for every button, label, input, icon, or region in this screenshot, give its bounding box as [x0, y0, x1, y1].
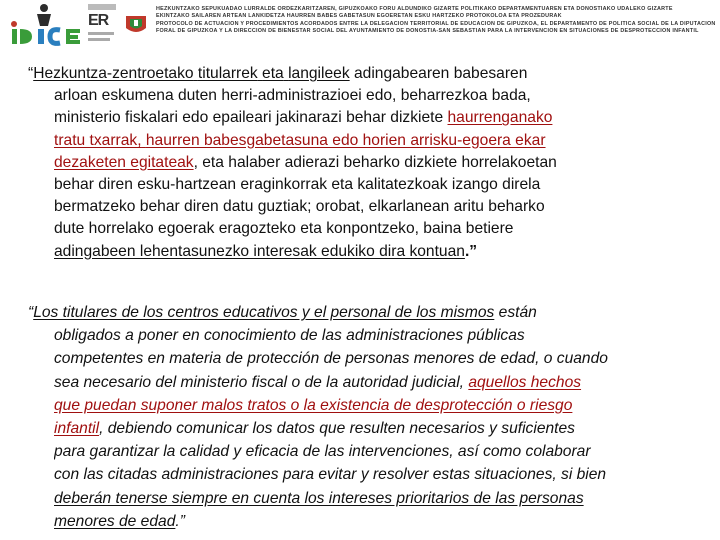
underlined-text: menores de edad — [54, 512, 176, 530]
quote-spanish — [28, 301, 688, 533]
quote-line — [54, 130, 688, 152]
quote-line: ministerio fiskalari edo epaileari jakinarazi behar dizkiete haurrenganako — [54, 109, 553, 127]
quote-line: para garantizar la calidad y eficacia de las intervenciones, así como colaborar — [54, 443, 591, 461]
dice-logo — [4, 2, 86, 48]
quote-line: con las citadas administraciones para evitar y resolver estas situaciones, si bien — [54, 466, 607, 484]
quote-line — [54, 394, 688, 417]
highlighted-text: que puedan suponer malos tratos o la existencia de desprotección o riesgo — [54, 396, 573, 414]
highlighted-text: infantil — [54, 420, 100, 438]
quote-line: sea necesario del ministerio fiscal o de la autoridad judicial, aquellos hechos — [54, 373, 582, 391]
quote-line: “Hezkuntza-zentroetako titularrek eta langileek adingabearen babesaren — [28, 65, 528, 82]
quote-line: arloan eskumena duten herri-administrazioei edo, beharrezkoa bada, — [54, 87, 531, 105]
quote-line: infantil, debiendo comunicar los datos que resulten necesarios y suficientes — [54, 420, 575, 438]
quote-line: competentes en materia de protección de personas menores de edad, o cuando — [54, 350, 608, 368]
quote-line: bermatzeko behar diren datu guztiak; orobat, elkarlanean aritu beharko — [54, 198, 545, 216]
quote-line: obligados a poner en conocimiento de las administraciones públicas — [54, 327, 525, 345]
header-line: EKINTZAKO SAILAREN ARTEAN LANKIDETZA HAURREN BABES GABETASUN EGOERETAN ESKU HARTZEKO PROTOKOLOA ETA PROZEDURAK — [156, 13, 562, 20]
quote-line: “Los titulares de los centros educativos y el personal de los mismos están — [28, 304, 537, 321]
underlined-text: Hezkuntza-zentroetako — [33, 65, 194, 82]
header-title-block — [156, 6, 716, 36]
quote-basque — [28, 63, 688, 263]
highlighted-text: haurren babesgabetasuna edo horien arrisku-egoera ekar — [145, 131, 546, 149]
er-logo: ER — [88, 4, 118, 46]
highlighted-text: dezaketen egitateak — [54, 153, 194, 171]
underlined-text: deberán tenerse siempre en cuenta los intereses prioritarios de las personas — [54, 489, 584, 507]
quote-line: dezaketen egitateak, eta halaber adierazi beharko dizkiete horrelakoetan — [54, 153, 557, 171]
header-line: PROTOCOLO DE ACTUACIÓN Y PROCEDIMIENTOS ACORDADOS ENTRE LA DELEGACIÓN TERRITORIAL DE EDUCACIÓN DE GIPUZKOA, EL DEPARTAMENTO DE POLÍTICA SOCIAL DE LA DIPUTACIÓN — [156, 20, 716, 27]
underlined-text: langileek — [288, 65, 350, 82]
highlighted-text: tratu txarrak, — [54, 131, 142, 149]
underlined-text: adingabeen lehentasunezko interesak edukiko dira kontuan — [54, 242, 465, 260]
underlined-text: titularrek — [197, 65, 258, 82]
government-seal-logo — [121, 14, 151, 36]
quote-line: dute horrelako egoerak eragozteko eta konpontzeko, baina betiere — [54, 220, 514, 238]
header-line: FORAL DE GIPUZKOA Y LA DIRECCIÓN DE BIENESTAR SOCIAL DEL AYUNTAMIENTO DE DONOSTIA-SAN SEBASTIÁN PARA LA INTERVENCIÓN EN SITUACIONES DE DESPROTECCIÓN INFANTIL — [156, 28, 699, 35]
highlighted-text: aquellos hechos — [468, 373, 582, 391]
underlined-text: Los titulares de los centros educativos y el personal de los mismos — [33, 304, 495, 321]
quote-line — [54, 487, 688, 510]
highlighted-text: haurrenganako — [447, 109, 553, 127]
quote-line: menores de edad.” — [54, 512, 185, 530]
document-header — [0, 0, 720, 50]
underlined-text: eta — [262, 65, 284, 82]
quote-line: behar diren esku-hartzean eraginkorrak eta kalitatezkoak izango direla — [54, 176, 541, 194]
quote-line: adingabeen lehentasunezko interesak edukiko dira kontuan.” — [54, 242, 478, 260]
header-line: HEZKUNTZAKO SEPUKUADAO LURRALDE ORDEZKARITZAREN, GIPUZKOAKO FORU ALDUNDIKO GIZARTE POLITIKAKO DEPARTAMENTUAREN ETA DONOSTIAKO UDALEKO GIZARTE — [156, 6, 673, 12]
